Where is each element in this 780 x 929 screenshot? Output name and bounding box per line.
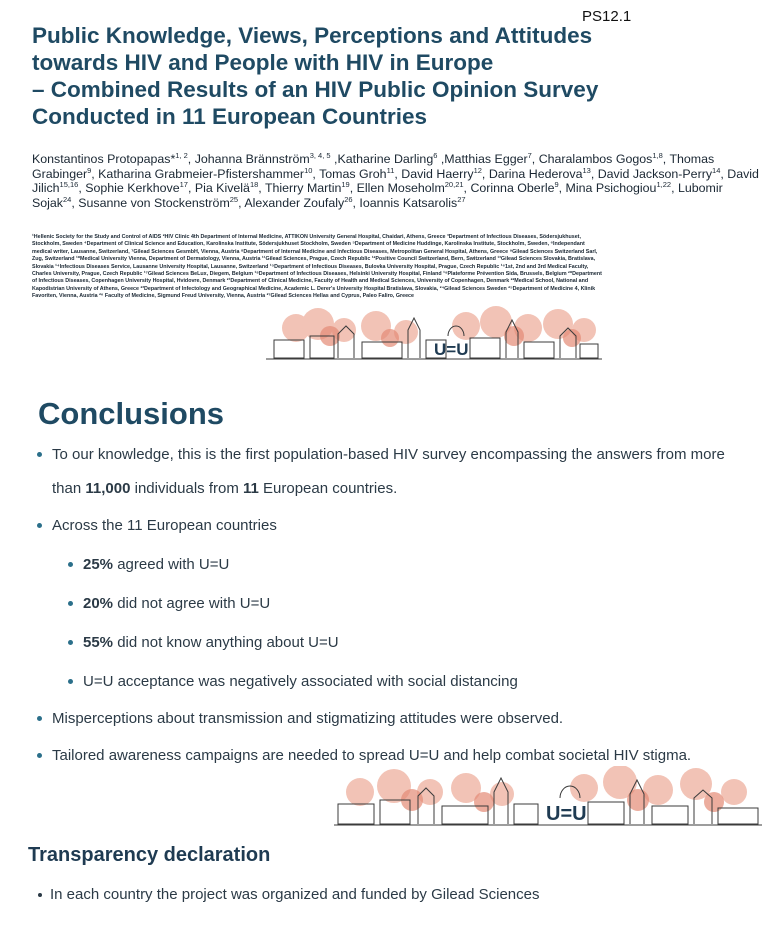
text-span: did not know anything about U=U bbox=[113, 634, 339, 651]
author-affiliation-number: 9 bbox=[87, 165, 92, 175]
author-name: Darina Hederova bbox=[488, 166, 583, 181]
author-separator: , bbox=[671, 181, 678, 195]
author-affiliation-number: 27 bbox=[457, 194, 466, 204]
sub-bullet bbox=[83, 556, 229, 573]
author-affiliation-number: 18 bbox=[249, 180, 259, 189]
author-separator: , bbox=[662, 152, 670, 166]
author-name: Alexander Zoufaly bbox=[244, 195, 345, 210]
sub-bullet-dot bbox=[68, 640, 73, 645]
author-separator: , bbox=[312, 166, 320, 181]
author-separator: , bbox=[437, 152, 445, 166]
conclusion-bullet-cont bbox=[52, 480, 397, 497]
author-affiliation-number: 17 bbox=[179, 180, 188, 189]
author-separator: , bbox=[238, 195, 245, 210]
author-separator: , bbox=[590, 166, 598, 181]
bullet-dot bbox=[37, 523, 42, 528]
author-name: Sophie Kerkhove bbox=[85, 181, 180, 195]
author-separator: , bbox=[71, 195, 79, 210]
title-line: – Combined Results of an HIV Public Opinion Survey bbox=[32, 77, 599, 102]
author-affiliation-number: 19 bbox=[341, 180, 350, 189]
author-name: Corinna Oberle bbox=[470, 181, 555, 195]
author-name: Ioannis Katsarolis bbox=[359, 195, 458, 210]
sub-bullet-dot bbox=[68, 679, 73, 684]
author-name: David Jilich bbox=[32, 166, 759, 195]
bullet-dot bbox=[37, 452, 42, 457]
author-name: Katharina Grabmeier-Pfistershammer bbox=[98, 166, 305, 181]
text-span: did not agree with U=U bbox=[113, 595, 271, 612]
author-separator: , bbox=[531, 152, 539, 166]
text-span: European countries. bbox=[258, 480, 398, 497]
author-name: Konstantinos Protopapas* bbox=[32, 152, 176, 166]
bullet-dot bbox=[37, 753, 42, 758]
text-span: agreed with U=U bbox=[113, 556, 230, 573]
author-separator: , bbox=[91, 166, 99, 181]
author-separator: , bbox=[352, 195, 360, 210]
sub-bullet-dot bbox=[68, 601, 73, 606]
conclusion-bullet: Across the 11 European countries bbox=[52, 517, 277, 534]
author-affiliation-number: 24 bbox=[63, 194, 72, 204]
author-affiliation-number: 9 bbox=[554, 180, 559, 189]
author-name: Tomas Groh bbox=[319, 166, 387, 181]
author-separator: , bbox=[481, 166, 489, 181]
author-affiliation-number: 20,21 bbox=[444, 180, 464, 189]
author-affiliation-number: 13 bbox=[582, 165, 591, 175]
author-affiliation-number: 26 bbox=[344, 194, 353, 204]
author-affiliation-number: 1,8 bbox=[652, 151, 663, 160]
author-affiliation-number: 1, 2 bbox=[175, 151, 188, 160]
bullet-dot bbox=[37, 716, 42, 721]
conclusions-heading: Conclusions bbox=[38, 396, 225, 431]
poster-title bbox=[32, 22, 642, 130]
title-line: Conducted in 11 European Countries bbox=[32, 104, 428, 129]
affiliations: ¹Hellenic Society for the Study and Control of AIDS ²HIV Clinic 4th Department of Internal Medicine, ATTIKON University General Hospital, Chaidari, Athens, Greece ³Department of Infectious Diseases, Södersjukhuset, Stockholm, Sweden ⁴Department of Clinical Science and Education, Karolinska Institute, Södersjukhuset Stockholm, Sweden ⁵Department of Medicine Huddinge, Karolinska Institute, Stockholm, Sweden, ⁶Independant medical writer, Lausanne, Switzerland, ⁷Gilead Sciences GesmbH, Vienna, Austria ⁸Department of Internal Medicine and Infectious Diseases, Metropolitan General Hospital, Athens, Greece ⁹Gilead Sciences Switzerland Sarl, Zug, Switzerland ¹⁰Medical University Vienna, Department of Dermatology, Vienna, Austria ¹¹Gilead Sciences, Prague, Czech Republic ¹²Positive Council Switzerland, Bern, Switzerland ¹³Gilead Sciences Slovakia, Bratislava, Slovakia ¹⁴Infectious Diseases Service, Lausanne University Hospital, Lausanne, Switzerland ¹⁵Department of Infectious Diseases, Bulovka University Hospital, Prague, Czech Republic ¹⁶1st, 2nd and 3rd Medical Faculty, Charles University, Prague, Czech Republic ¹⁷Gilead Sciences BeLux, Diegem, Belgium ¹⁸Department of Infectious Diseases, Helsinki University Hospital, Finland ¹⁹Plateforme Prévention Sida, Brussels, Belgium ²⁰Department of Infectious Diseases, Copenhagen University Hospital, Hvidovre, Denmark ²¹Department of Clinical Medicine, Faculty of Health and Medical Sciences, University of Copenhagen, Denmark ²²Medical School, National and Kapodistrian University of Athens, Greece ²³Department of Infectology and Geographical Medicine, Academic L. Derer's University Hospital Bratislava, Slovakia, ²⁴Gilead Sciences Sweden ²⁵Department of Medicine 4, Klinik Favoriten, Vienna, Austria ²⁶ Faculty of Medicine, Sigmund Freud University, Vienna, Austria ²⁷Gilead Sciences Hellas and Cyprus, Paleo Faliro, Greece bbox=[32, 234, 602, 300]
author-separator: , bbox=[349, 181, 357, 195]
author-name: Katharine Darling bbox=[337, 152, 434, 166]
city-skyline-illustration bbox=[266, 306, 602, 360]
author-affiliation-number: 25 bbox=[229, 194, 239, 204]
author-name: Charalambos Gogos bbox=[538, 152, 653, 166]
author-affiliation-number: 10 bbox=[304, 165, 313, 175]
author-name: Ellen Moseholm bbox=[356, 181, 445, 195]
author-separator: , bbox=[187, 181, 195, 195]
bold-value: 11 bbox=[242, 480, 259, 497]
author-name: Thierry Martin bbox=[264, 181, 342, 195]
uu-logo-text: U=U bbox=[434, 340, 469, 359]
sub-bullet bbox=[83, 595, 270, 612]
bold-value: 55% bbox=[83, 634, 114, 651]
transparency-heading: Transparency declaration bbox=[28, 844, 271, 866]
conclusion-bullet: Tailored awareness campaigns are needed to spread U=U and help combat societal HIV stigma. bbox=[52, 747, 692, 764]
author-name: Susanne von Stockenström bbox=[78, 195, 230, 210]
author-name: David Haerry bbox=[401, 166, 474, 181]
author-separator: , bbox=[558, 181, 566, 195]
sub-bullet bbox=[83, 634, 339, 651]
author-affiliation-number: 15,16 bbox=[59, 180, 79, 189]
uu-logo-text: U=U bbox=[546, 803, 587, 825]
sub-bullet-dot bbox=[68, 562, 73, 567]
author-name: Lubomir Sojak bbox=[32, 181, 723, 210]
author-affiliation-number: 11 bbox=[386, 165, 395, 175]
author-name: Matthias Egger bbox=[444, 152, 528, 166]
city-skyline-illustration bbox=[334, 766, 762, 826]
poster-code: PS12.1 bbox=[582, 8, 632, 25]
title-line: towards HIV and People with HIV in Europe bbox=[32, 50, 494, 75]
author-affiliation-number: 3, 4, 5 bbox=[309, 151, 331, 160]
bullet-dot bbox=[38, 893, 42, 897]
author-separator: , bbox=[463, 181, 471, 195]
conclusion-bullet: Misperceptions about transmission and stigmatizing attitudes were observed. bbox=[52, 710, 564, 727]
author-separator: , bbox=[187, 152, 195, 166]
bold-value: 11,000 bbox=[85, 480, 131, 497]
author-affiliation-number: 6 bbox=[433, 151, 438, 160]
author-name: Pia Kivelä bbox=[194, 181, 250, 195]
text-span: than bbox=[52, 480, 86, 497]
author-name: Mina Psichogiou bbox=[565, 181, 657, 195]
text-span: individuals from bbox=[130, 480, 243, 497]
title-line: Public Knowledge, Views, Perceptions and Attitudes bbox=[32, 23, 593, 48]
author-separator: , bbox=[258, 181, 265, 195]
conclusion-bullet: To our knowledge, this is the first population-based HIV survey encompassing the answers from more bbox=[52, 446, 725, 463]
author-affiliation-number: 12 bbox=[473, 165, 482, 175]
author-name: David Jackson-Perry bbox=[597, 166, 713, 181]
author-separator: , bbox=[720, 166, 728, 181]
author-affiliation-number: 1,22 bbox=[656, 180, 672, 189]
author-separator: , bbox=[330, 152, 338, 166]
author-list bbox=[32, 152, 762, 210]
bold-value: 20% bbox=[83, 595, 114, 612]
bold-value: 25% bbox=[83, 556, 114, 573]
author-separator: , bbox=[394, 166, 402, 181]
sub-bullet: U=U acceptance was negatively associated with social distancing bbox=[83, 673, 518, 690]
transparency-text: In each country the project was organized and funded by Gilead Sciences bbox=[50, 886, 540, 903]
author-separator: , bbox=[78, 181, 86, 195]
author-name: Thomas Grabinger bbox=[32, 152, 715, 181]
author-name: Johanna Brännström bbox=[194, 152, 310, 166]
author-affiliation-number: 7 bbox=[527, 151, 532, 160]
author-affiliation-number: 14 bbox=[712, 165, 721, 175]
